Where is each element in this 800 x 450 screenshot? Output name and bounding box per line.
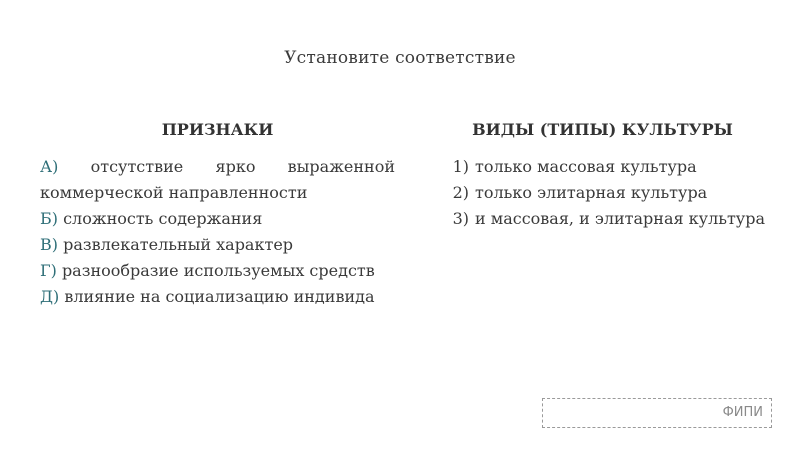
feature-item-a	[40, 154, 395, 206]
feature-item-v	[40, 232, 395, 258]
feature-letter: В)	[40, 235, 58, 254]
feature-text: влияние на социализацию индивида	[64, 287, 375, 306]
culture-type-item-2	[440, 180, 765, 206]
culture-type-text: и массовая, и элитарная культура	[475, 209, 765, 228]
fipi-badge: ФИПИ	[542, 398, 772, 428]
feature-text: отсутствие ярко выраженной коммерческой направленности	[40, 157, 396, 202]
culture-type-number: 2)	[452, 183, 469, 202]
feature-letter: Д)	[40, 287, 60, 306]
culture-type-text: только массовая культура	[475, 157, 697, 176]
feature-item-b	[40, 206, 395, 232]
feature-letter: Г)	[40, 261, 57, 280]
culture-type-text: только элитарная культура	[475, 183, 708, 202]
culture-type-item-3	[440, 206, 765, 232]
feature-item-d	[40, 284, 395, 310]
culture-type-number: 3)	[452, 209, 469, 228]
culture-type-item-1	[440, 154, 765, 180]
feature-text: разнообразие используемых средств	[61, 261, 375, 280]
feature-item-g	[40, 258, 395, 284]
feature-text: сложность содержания	[63, 209, 263, 228]
features-list	[40, 154, 395, 310]
feature-letter: А)	[40, 157, 59, 176]
culture-types-list	[440, 154, 765, 232]
features-heading: ПРИЗНАКИ	[161, 120, 274, 139]
page-title: Установите соответствие	[284, 48, 516, 68]
culture-types-heading: ВИДЫ (ТИПЫ) КУЛЬТУРЫ	[472, 120, 733, 139]
culture-type-number: 1)	[452, 157, 469, 176]
feature-text: развлекательный характер	[63, 235, 294, 254]
feature-letter: Б)	[40, 209, 58, 228]
